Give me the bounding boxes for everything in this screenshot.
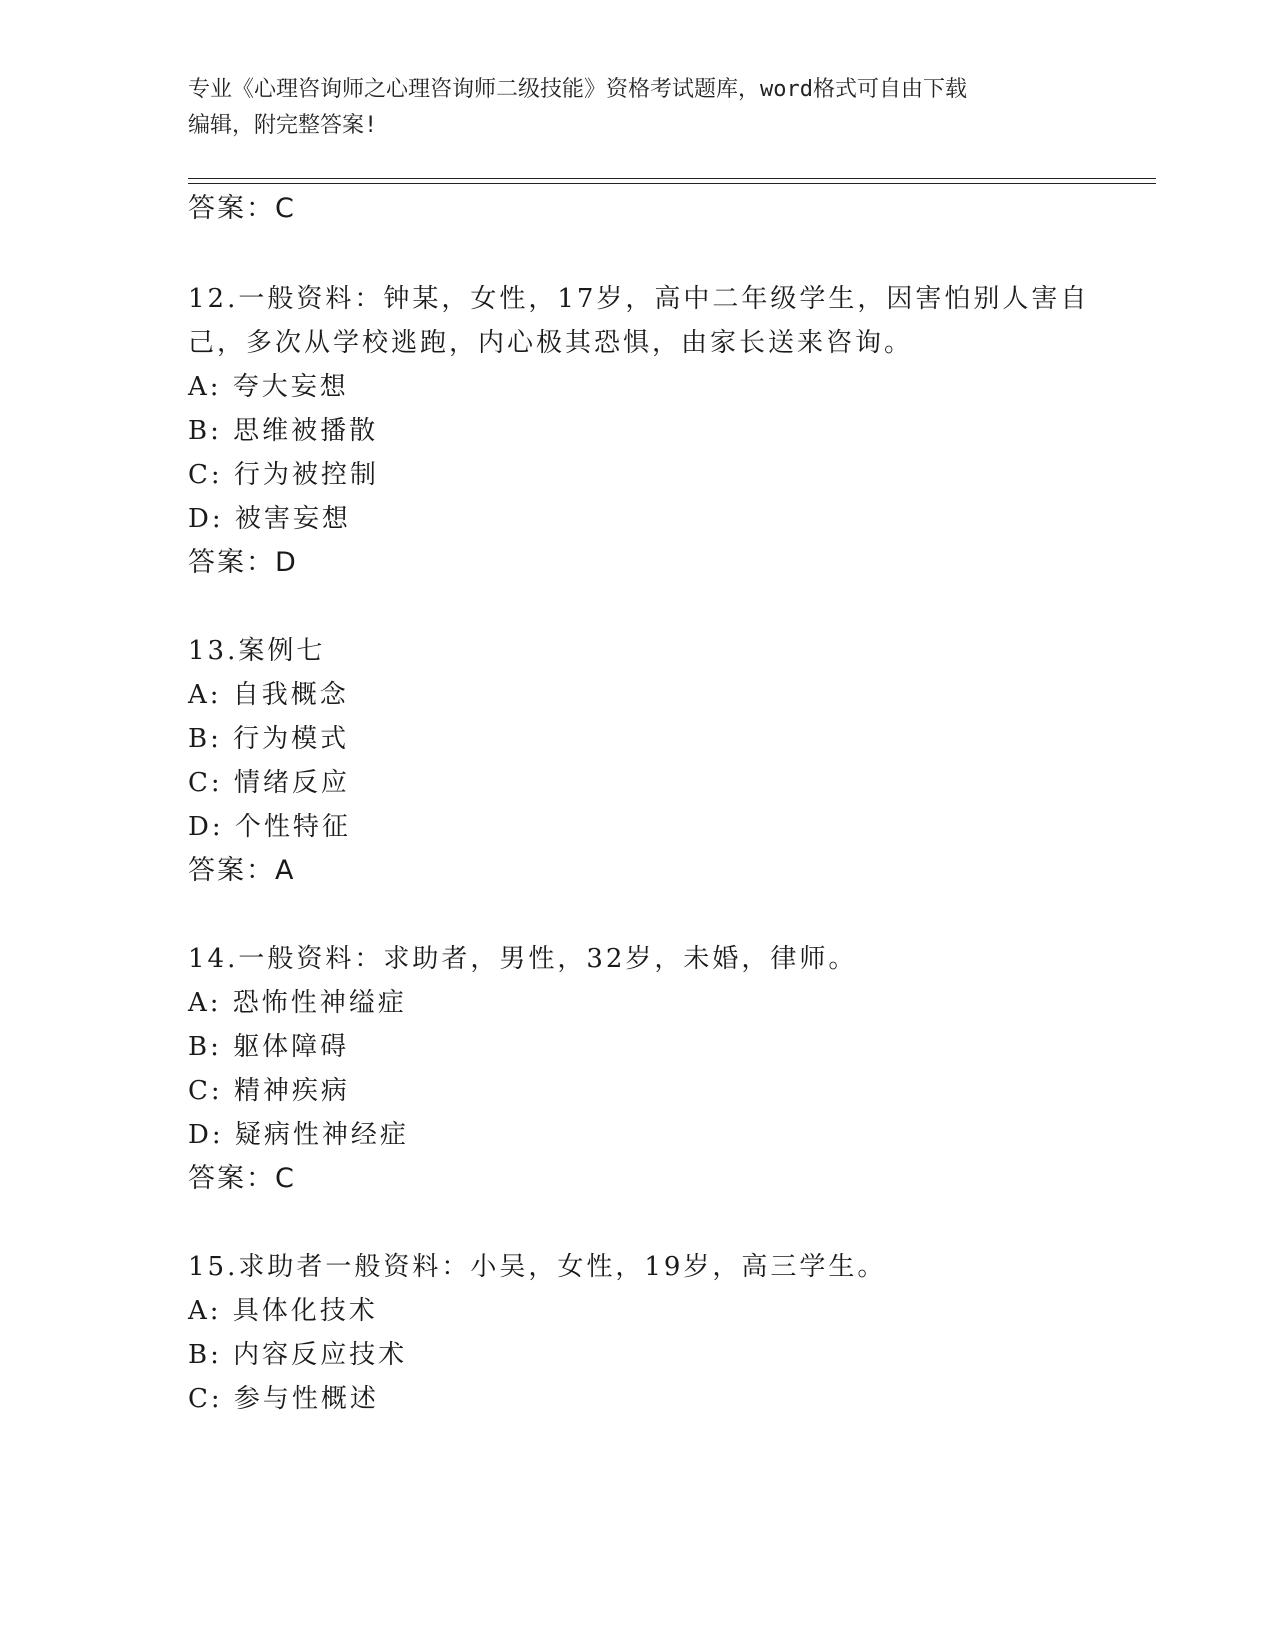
- header-line-1: 专业《心理咨询师之心理咨询师二级技能》资格考试题库，word格式可自由下载: [188, 77, 967, 102]
- question-12-option-c: C: 行为被控制: [188, 460, 379, 490]
- answer-q13: 答案：A: [188, 855, 296, 886]
- question-15-option-a: A: 具体化技术: [188, 1296, 378, 1326]
- question-13-option-d: D: 个性特征: [188, 812, 351, 842]
- question-13-option-a: A: 自我概念: [188, 680, 349, 710]
- question-12-option-b: B: 思维被播散: [188, 416, 379, 446]
- question-14-option-a: A: 恐怖性神缢症: [188, 988, 407, 1018]
- question-14-stem: 14.一般资料：求助者，男性，32岁，未婚，律师。: [188, 944, 858, 974]
- question-15-option-b: B: 内容反应技术: [188, 1340, 408, 1370]
- question-13-option-c: C: 情绪反应: [188, 768, 350, 798]
- question-12-stem-line-1: 12.一般资料：钟某，女性，17岁，高中二年级学生，因害怕别人害自: [188, 284, 1090, 314]
- question-12-option-d: D: 被害妄想: [188, 504, 351, 534]
- question-14-option-b: B: 躯体障碍: [188, 1032, 350, 1062]
- question-13-stem: 13.案例七: [188, 636, 326, 666]
- answer-q11: 答案：C: [188, 193, 296, 224]
- header-divider: [188, 178, 1156, 184]
- answer-q12: 答案：D: [188, 547, 298, 578]
- answer-q14: 答案：C: [188, 1163, 296, 1194]
- question-14-option-c: C: 精神疾病: [188, 1076, 350, 1106]
- question-12-stem-line-2: 己，多次从学校逃跑，内心极其恐惧，由家长送来咨询。: [188, 328, 914, 358]
- question-15-stem: 15.求助者一般资料：小吴，女性，19岁，高三学生。: [188, 1252, 887, 1282]
- question-15-option-c: C: 参与性概述: [188, 1384, 379, 1414]
- document-header: [188, 72, 1088, 144]
- question-13-option-b: B: 行为模式: [188, 724, 350, 754]
- header-line-2: 编辑，附完整答案!: [188, 113, 378, 138]
- question-14-option-d: D: 疑病性神经症: [188, 1120, 409, 1150]
- question-12-option-a: A: 夸大妄想: [188, 372, 349, 402]
